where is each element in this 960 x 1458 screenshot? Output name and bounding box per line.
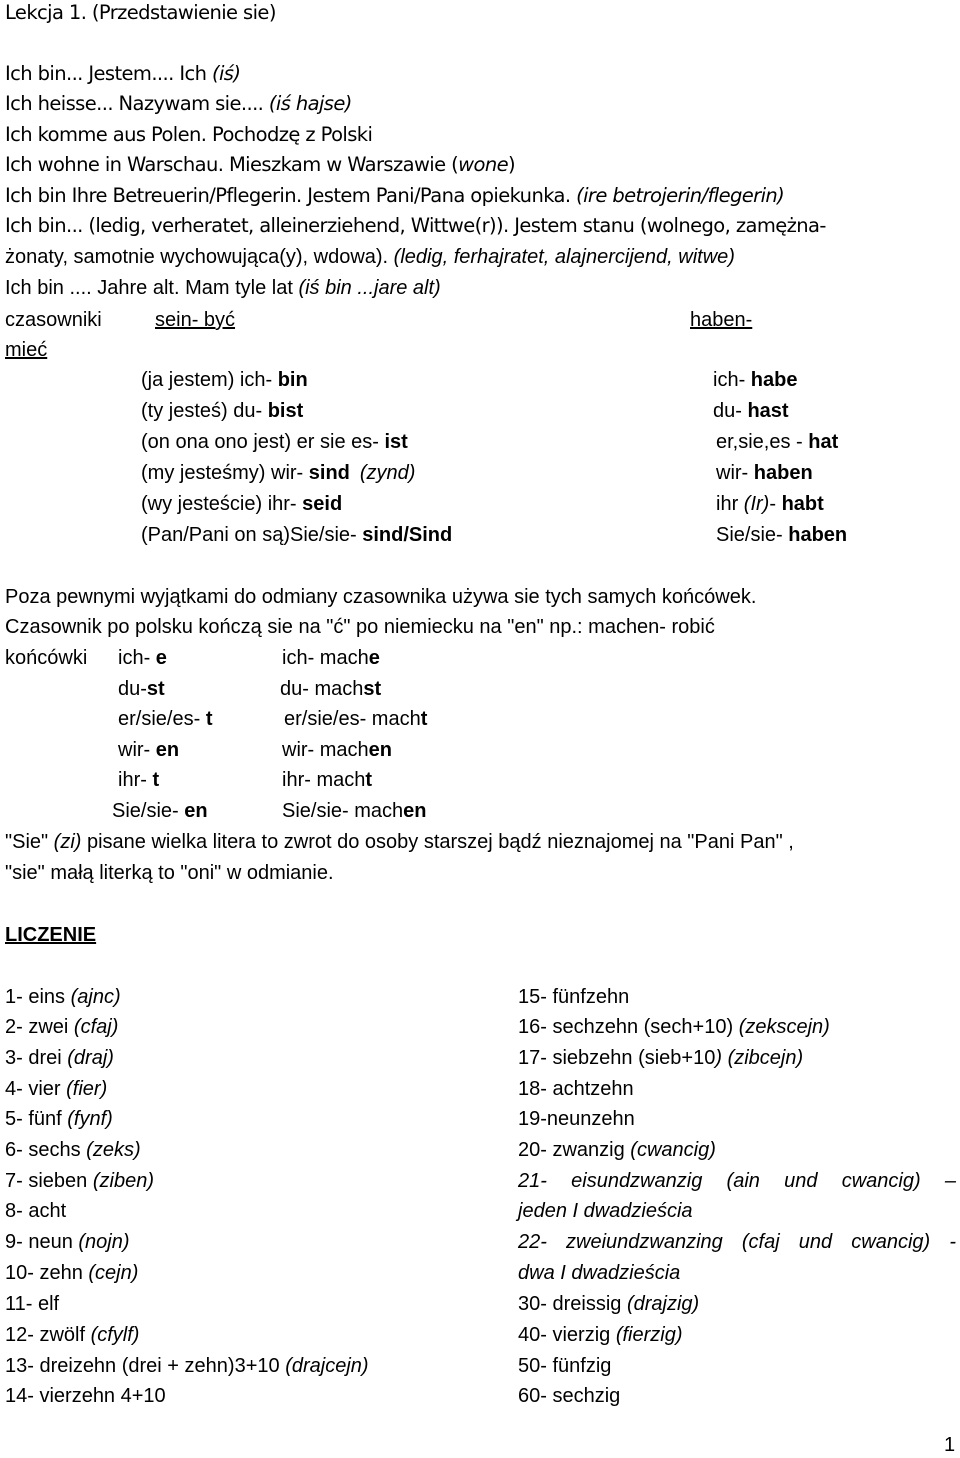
- sein-row: [141, 460, 415, 486]
- number-item: [5, 984, 121, 1010]
- text-fragment: (ajnc): [70, 986, 121, 1008]
- text-fragment: ihr: [716, 493, 744, 515]
- text-fragment: er/sie/es- mach: [284, 708, 421, 730]
- number-item: [5, 1229, 130, 1255]
- ending-row: [118, 645, 167, 671]
- text-fragment: 14- vierzehn 4+10: [5, 1385, 166, 1407]
- text-fragment: ihr- mach: [282, 769, 366, 791]
- text-fragment: wir-: [118, 739, 156, 761]
- sie-note: [5, 860, 334, 886]
- text-fragment: 18- achtzehn: [518, 1078, 634, 1100]
- text-fragment: (fynf): [67, 1108, 113, 1130]
- ending-row: [118, 767, 159, 793]
- machen-row: [280, 676, 381, 702]
- number-item: [5, 1291, 59, 1317]
- text-fragment: seid: [302, 493, 343, 515]
- text-fragment: haben: [788, 524, 848, 546]
- text-fragment: Sie/sie- mach: [282, 800, 404, 822]
- conjugation-note: [5, 584, 756, 610]
- text-fragment: (ain: [726, 1170, 760, 1192]
- text-fragment: du- mach: [280, 678, 364, 700]
- text-fragment: st: [146, 678, 165, 700]
- text-fragment: 4- vier: [5, 1078, 67, 1100]
- endings-label: [5, 645, 87, 671]
- endings-label-text: końcówki: [5, 647, 88, 669]
- text-fragment: 19-neunzehn: [518, 1108, 635, 1130]
- sie-note: [5, 829, 794, 855]
- intro-line: [5, 244, 735, 270]
- intro-line: [5, 61, 240, 87]
- number-item: [5, 1014, 118, 1040]
- intro-line: [5, 91, 352, 117]
- text-fragment: st: [363, 678, 382, 700]
- text-fragment: zweiundzwanzing: [566, 1231, 723, 1253]
- machen-row: [282, 767, 372, 793]
- text-fragment: (ziben): [92, 1170, 154, 1192]
- text-fragment: 60- sechzig: [518, 1385, 621, 1407]
- text-fragment: ich- mach: [282, 647, 369, 669]
- text-fragment: cwancig): [851, 1231, 931, 1253]
- text-fragment: sind/Sind: [362, 524, 453, 546]
- text-fragment: (ledig, ferhajratet, alajnercijend, witwe): [393, 246, 735, 268]
- number-item: [518, 1014, 830, 1040]
- text-fragment: haben: [753, 462, 813, 484]
- text-fragment: (Pan/Pani on są)Sie/sie-: [141, 524, 363, 546]
- text-fragment: 2- zwei: [5, 1016, 74, 1038]
- text-fragment: Ich heisse... Nazywam sie....: [5, 92, 269, 115]
- sein-heading: [155, 307, 269, 333]
- number-item: [518, 1229, 956, 1255]
- text-fragment: e: [368, 647, 380, 669]
- haben-row: [716, 491, 824, 517]
- text-fragment: 6- sechs: [5, 1139, 87, 1161]
- text-fragment: "Sie": [5, 831, 54, 853]
- text-fragment: bist: [267, 400, 304, 422]
- haben-row: [716, 522, 847, 548]
- text-fragment: 9- neun: [5, 1231, 79, 1253]
- ending-row: [118, 737, 179, 763]
- text-fragment: ich-: [118, 647, 156, 669]
- ending-row: [112, 798, 208, 824]
- text-fragment: -: [949, 1231, 956, 1253]
- number-item: [5, 1076, 107, 1102]
- lesson-title: [5, 0, 276, 26]
- number-item: [518, 1076, 634, 1102]
- text-fragment: 40- vierzig: [518, 1324, 616, 1346]
- number-item: [518, 1045, 803, 1071]
- text-fragment: pisane wielka litera to zwrot do osoby starszej bądź nieznajomej na "Pani Pan" ,: [81, 831, 794, 853]
- machen-row: [282, 798, 427, 824]
- text-fragment: 11- elf: [5, 1293, 60, 1315]
- intro-line: [5, 122, 372, 148]
- number-item: [5, 1045, 114, 1071]
- haben-heading-text: mieć: [5, 339, 48, 361]
- number-item: [518, 1137, 716, 1163]
- number-item: [518, 1260, 680, 1286]
- text-fragment: ihr-: [118, 769, 153, 791]
- number-item: [518, 984, 629, 1010]
- text-fragment: 20- zwanzig: [518, 1139, 631, 1161]
- machen-row: [282, 645, 380, 671]
- text-fragment: 10- zehn: [5, 1262, 89, 1284]
- page-number: [944, 1432, 955, 1458]
- number-item: [518, 1106, 635, 1132]
- text-fragment: hast: [747, 400, 789, 422]
- text-fragment: ): [507, 153, 515, 176]
- text-fragment: 22-: [518, 1231, 547, 1253]
- haben-row: [716, 429, 838, 455]
- intro-line: [5, 152, 515, 178]
- text-fragment: 12- zwölf: [5, 1324, 91, 1346]
- intro-line: [5, 275, 441, 301]
- text-fragment: dwa I dwadzieścia: [518, 1262, 681, 1284]
- number-item: [5, 1106, 113, 1132]
- text-fragment: -: [769, 493, 782, 515]
- text-fragment: Ich wohne in Warschau. Mieszkam w Warszawie (: [5, 153, 459, 176]
- text-fragment: Poza pewnymi wyjątkami do odmiany czasownika używa sie tych samych końcówek.: [5, 586, 757, 608]
- text-fragment: e: [155, 647, 167, 669]
- text-fragment: wir- mach: [282, 739, 369, 761]
- text-fragment: (fierzig): [615, 1324, 683, 1346]
- text-fragment: en: [184, 800, 208, 822]
- text-fragment: sind: [308, 462, 350, 484]
- text-fragment: er/sie/es-: [118, 708, 206, 730]
- text-fragment: (drajcejn): [285, 1355, 369, 1377]
- text-fragment: ist: [384, 431, 408, 453]
- text-fragment: 16- sechzehn (sech+10): [518, 1016, 739, 1038]
- text-fragment: t: [365, 769, 373, 791]
- text-fragment: er,sie,es -: [716, 431, 809, 453]
- text-fragment: 3- drei: [5, 1047, 68, 1069]
- text-fragment: (iś bin ...jare alt): [298, 277, 441, 299]
- text-fragment: "sie" małą literką to "oni" w odmianie.: [5, 862, 334, 884]
- text-fragment: 50- fünfzig: [518, 1355, 612, 1377]
- text-fragment: Ich bin Ihre Betreuerin/Pflegerin. Jestem Pani/Pana opiekunka.: [5, 184, 577, 207]
- counting-title-text: LICZENIE: [5, 924, 97, 946]
- number-item: [518, 1353, 611, 1379]
- number-item: [518, 1291, 699, 1317]
- text-fragment: żonaty, samotnie wychowująca(y), wdowa).: [5, 246, 394, 268]
- sein-heading-text: sein- być: [155, 309, 236, 331]
- text-fragment: Czasownik po polsku kończą sie na "ć" po niemiecku na "en" np.: machen- robić: [5, 616, 715, 638]
- text-fragment: hat: [808, 431, 839, 453]
- number-item: [518, 1168, 956, 1194]
- text-fragment: cwancig): [841, 1170, 921, 1192]
- text-fragment: (Ir): [743, 493, 770, 515]
- text-fragment: (fier): [66, 1078, 108, 1100]
- text-fragment: ich-: [713, 369, 751, 391]
- text-fragment: Ich bin .... Jahre alt. Mam tyle lat: [5, 277, 299, 299]
- text-fragment: 8- acht: [5, 1200, 67, 1222]
- text-fragment: (cejn): [88, 1262, 139, 1284]
- sein-row: [141, 491, 342, 517]
- verbs-label: [5, 307, 102, 333]
- text-fragment: Ich komme aus Polen. Pochodzę z Polski: [5, 123, 373, 146]
- number-item: [5, 1260, 138, 1286]
- text-fragment: wone: [458, 153, 508, 176]
- conjugation-note: [5, 614, 715, 640]
- text-fragment: (my jesteśmy) wir-: [141, 462, 309, 484]
- number-item: [518, 1322, 682, 1348]
- number-item: [5, 1168, 154, 1194]
- text-fragment: du-: [118, 678, 147, 700]
- text-fragment: 7- sieben: [5, 1170, 93, 1192]
- page-number-text: 1: [944, 1434, 956, 1456]
- text-fragment: (zi): [53, 831, 82, 853]
- haben-heading-text: haben-: [690, 309, 753, 331]
- text-fragment: (on ona ono jest) er sie es-: [141, 431, 385, 453]
- counting-title: [5, 922, 96, 948]
- text-fragment: en: [155, 739, 180, 761]
- text-fragment: (cfaj: [741, 1231, 780, 1253]
- text-fragment: (iś hajse): [268, 92, 352, 115]
- ending-row: [118, 706, 212, 732]
- text-fragment: (ire betrojerin/flegerin): [576, 184, 785, 207]
- text-fragment: (ty jesteś) du-: [141, 400, 268, 422]
- text-fragment: 30- dreissig: [518, 1293, 627, 1315]
- text-fragment: t: [205, 708, 213, 730]
- number-item: [518, 1383, 620, 1409]
- text-fragment: und: [798, 1231, 833, 1253]
- text-fragment: (nojn): [78, 1231, 130, 1253]
- haben-row: [713, 398, 789, 424]
- text-fragment: und: [784, 1170, 818, 1192]
- verbs-label-text: czasowniki: [5, 309, 102, 331]
- text-fragment: wir-: [716, 462, 754, 484]
- text-fragment: 15- fünfzehn: [518, 986, 630, 1008]
- sein-row: [141, 429, 408, 455]
- text-fragment: (zynd): [359, 462, 416, 484]
- text-fragment: (cfaj): [73, 1016, 119, 1038]
- text-fragment: (wy jesteście) ihr-: [141, 493, 303, 515]
- number-item: [5, 1137, 141, 1163]
- text-fragment: ) (zibcejn): [715, 1047, 804, 1069]
- number-item: [5, 1198, 66, 1224]
- text-fragment: Ich bin... (ledig, verheratet, alleinerziehend, Wittwe(r)). Jestem stanu (wolnego, zamężna-: [5, 214, 826, 237]
- text-fragment: (ja jestem) ich-: [141, 369, 278, 391]
- sein-row: [141, 367, 308, 393]
- sein-row: [141, 522, 452, 548]
- text-fragment: 13- dreizehn (drei + zehn)3+10: [5, 1355, 286, 1377]
- number-item: [5, 1353, 369, 1379]
- text-fragment: 1- eins: [5, 986, 71, 1008]
- text-fragment: (zekscejn): [738, 1016, 830, 1038]
- intro-line: [5, 183, 784, 209]
- sein-row: [141, 398, 303, 424]
- text-fragment: habe: [750, 369, 798, 391]
- text-fragment: Ich bin... Jestem.... Ich: [5, 62, 212, 85]
- text-fragment: (draj): [67, 1047, 114, 1069]
- text-fragment: 5- fünf: [5, 1108, 68, 1130]
- machen-row: [282, 737, 392, 763]
- text-fragment: (cfylf): [90, 1324, 140, 1346]
- text-fragment: en: [403, 800, 427, 822]
- text-fragment: (cwancig): [630, 1139, 716, 1161]
- text-fragment: t: [420, 708, 428, 730]
- text-fragment: (drajzig): [626, 1293, 700, 1315]
- ending-row: [118, 676, 165, 702]
- number-item: [5, 1322, 139, 1348]
- text-fragment: 21-: [518, 1170, 547, 1192]
- text-fragment: Sie/sie-: [716, 524, 789, 546]
- text-fragment: jeden I dwadzieścia: [518, 1200, 693, 1222]
- text-fragment: Sie/sie-: [112, 800, 185, 822]
- text-fragment: t: [152, 769, 160, 791]
- text-fragment: eisundzwanzig: [571, 1170, 703, 1192]
- machen-row: [284, 706, 427, 732]
- text-fragment: bin: [277, 369, 308, 391]
- text-fragment: (zeks): [86, 1139, 141, 1161]
- number-item: [518, 1198, 693, 1224]
- haben-row: [716, 460, 813, 486]
- text-fragment: (iś): [211, 62, 241, 85]
- text-fragment: en: [368, 739, 393, 761]
- lesson-title-text: Lekcja 1. (Przedstawienie sie): [5, 1, 276, 24]
- text-fragment: du-: [713, 400, 748, 422]
- text-fragment: –: [944, 1170, 956, 1192]
- haben-heading-continued: [5, 337, 59, 363]
- number-item: [5, 1383, 166, 1409]
- haben-heading: [690, 307, 752, 333]
- haben-row: [713, 367, 797, 393]
- text-fragment: 17- siebzehn (sieb+10: [518, 1047, 716, 1069]
- intro-line: [5, 213, 826, 239]
- text-fragment: habt: [781, 493, 824, 515]
